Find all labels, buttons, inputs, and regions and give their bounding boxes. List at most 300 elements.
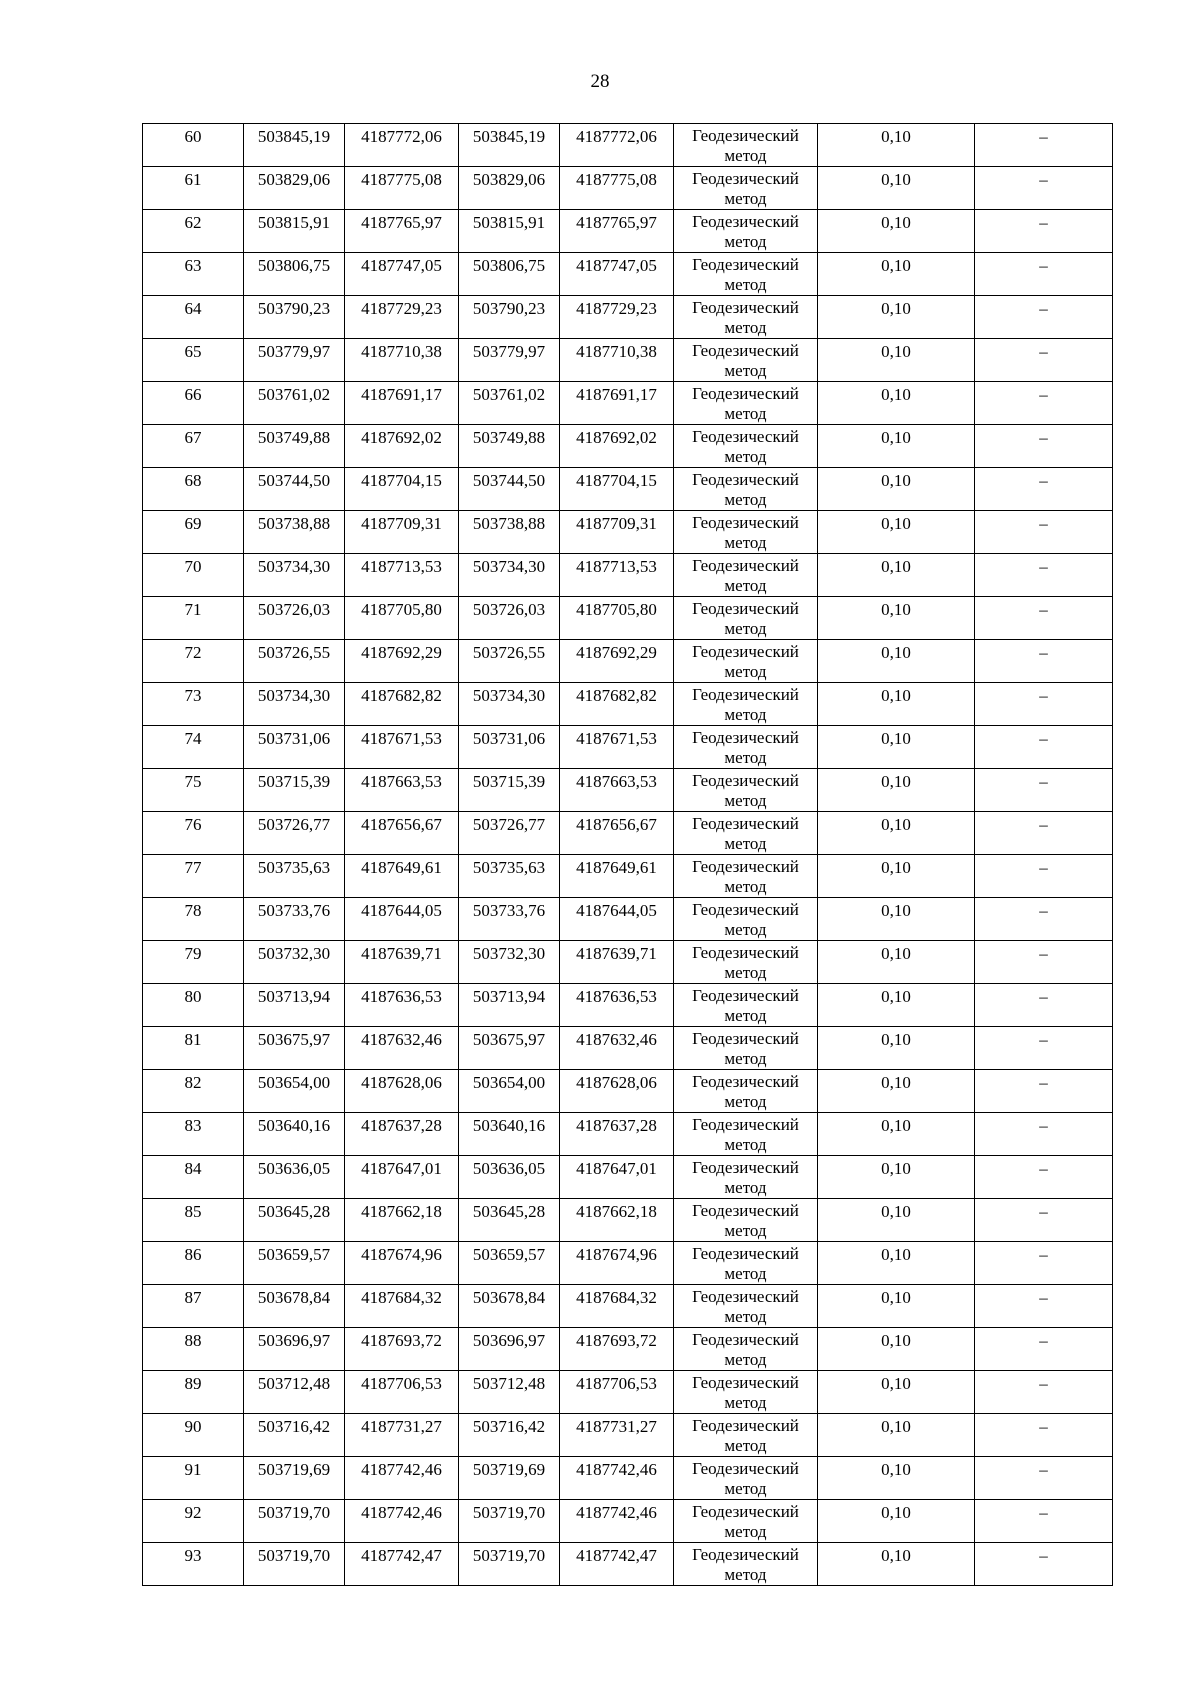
accuracy-cell: 0,10	[818, 898, 975, 941]
table-row	[143, 726, 1113, 769]
point-number-cell: 70	[143, 554, 244, 597]
refined-x-cell: 503654,00	[459, 1070, 560, 1113]
method-cell: Геодезический метод	[674, 984, 818, 1027]
existing-x-cell: 503719,70	[244, 1500, 345, 1543]
point-number-cell: 88	[143, 1328, 244, 1371]
refined-y-cell: 4187647,01	[560, 1156, 674, 1199]
accuracy-cell: 0,10	[818, 855, 975, 898]
existing-x-cell: 503738,88	[244, 511, 345, 554]
table-row	[143, 597, 1113, 640]
refined-y-cell: 4187693,72	[560, 1328, 674, 1371]
table-row	[143, 468, 1113, 511]
accuracy-cell: 0,10	[818, 167, 975, 210]
method-cell: Геодезический метод	[674, 683, 818, 726]
table-row	[143, 1457, 1113, 1500]
note-cell: –	[975, 1113, 1113, 1156]
point-number-cell: 78	[143, 898, 244, 941]
refined-x-cell: 503744,50	[459, 468, 560, 511]
method-cell: Геодезический метод	[674, 1242, 818, 1285]
existing-y-cell: 4187628,06	[345, 1070, 459, 1113]
refined-x-cell: 503732,30	[459, 941, 560, 984]
method-cell: Геодезический метод	[674, 296, 818, 339]
accuracy-cell: 0,10	[818, 1027, 975, 1070]
existing-y-cell: 4187709,31	[345, 511, 459, 554]
point-number-cell: 92	[143, 1500, 244, 1543]
accuracy-cell: 0,10	[818, 382, 975, 425]
table-row	[143, 296, 1113, 339]
accuracy-cell: 0,10	[818, 339, 975, 382]
refined-y-cell: 4187636,53	[560, 984, 674, 1027]
refined-y-cell: 4187772,06	[560, 124, 674, 167]
refined-y-cell: 4187656,67	[560, 812, 674, 855]
refined-y-cell: 4187705,80	[560, 597, 674, 640]
method-cell: Геодезический метод	[674, 253, 818, 296]
point-number-cell: 84	[143, 1156, 244, 1199]
existing-x-cell: 503726,03	[244, 597, 345, 640]
note-cell: –	[975, 812, 1113, 855]
table-row	[143, 1500, 1113, 1543]
table-row	[143, 210, 1113, 253]
refined-x-cell: 503779,97	[459, 339, 560, 382]
refined-x-cell: 503713,94	[459, 984, 560, 1027]
refined-y-cell: 4187742,46	[560, 1457, 674, 1500]
point-number-cell: 69	[143, 511, 244, 554]
method-cell: Геодезический метод	[674, 1543, 818, 1586]
refined-x-cell: 503790,23	[459, 296, 560, 339]
existing-x-cell: 503790,23	[244, 296, 345, 339]
table-row	[143, 1328, 1113, 1371]
refined-y-cell: 4187662,18	[560, 1199, 674, 1242]
note-cell: –	[975, 511, 1113, 554]
refined-x-cell: 503719,70	[459, 1543, 560, 1586]
refined-x-cell: 503815,91	[459, 210, 560, 253]
refined-x-cell: 503845,19	[459, 124, 560, 167]
table-row	[143, 382, 1113, 425]
existing-x-cell: 503734,30	[244, 554, 345, 597]
method-cell: Геодезический метод	[674, 1500, 818, 1543]
table-row	[143, 984, 1113, 1027]
existing-y-cell: 4187662,18	[345, 1199, 459, 1242]
existing-y-cell: 4187663,53	[345, 769, 459, 812]
method-cell: Геодезический метод	[674, 1070, 818, 1113]
note-cell: –	[975, 339, 1113, 382]
existing-x-cell: 503749,88	[244, 425, 345, 468]
note-cell: –	[975, 210, 1113, 253]
accuracy-cell: 0,10	[818, 124, 975, 167]
note-cell: –	[975, 898, 1113, 941]
note-cell: –	[975, 253, 1113, 296]
accuracy-cell: 0,10	[818, 769, 975, 812]
table-row	[143, 1199, 1113, 1242]
note-cell: –	[975, 1414, 1113, 1457]
existing-y-cell: 4187656,67	[345, 812, 459, 855]
point-number-cell: 90	[143, 1414, 244, 1457]
refined-y-cell: 4187632,46	[560, 1027, 674, 1070]
note-cell: –	[975, 1500, 1113, 1543]
existing-y-cell: 4187637,28	[345, 1113, 459, 1156]
method-cell: Геодезический метод	[674, 898, 818, 941]
note-cell: –	[975, 1070, 1113, 1113]
accuracy-cell: 0,10	[818, 1543, 975, 1586]
existing-x-cell: 503735,63	[244, 855, 345, 898]
refined-x-cell: 503738,88	[459, 511, 560, 554]
point-number-cell: 85	[143, 1199, 244, 1242]
page-number: 28	[590, 71, 610, 92]
note-cell: –	[975, 1285, 1113, 1328]
method-cell: Геодезический метод	[674, 554, 818, 597]
accuracy-cell: 0,10	[818, 1328, 975, 1371]
accuracy-cell: 0,10	[818, 554, 975, 597]
existing-x-cell: 503779,97	[244, 339, 345, 382]
existing-x-cell: 503726,77	[244, 812, 345, 855]
method-cell: Геодезический метод	[674, 167, 818, 210]
existing-x-cell: 503715,39	[244, 769, 345, 812]
table-row	[143, 1242, 1113, 1285]
existing-x-cell: 503678,84	[244, 1285, 345, 1328]
refined-y-cell: 4187747,05	[560, 253, 674, 296]
refined-y-cell: 4187742,47	[560, 1543, 674, 1586]
note-cell: –	[975, 382, 1113, 425]
existing-x-cell: 503640,16	[244, 1113, 345, 1156]
refined-x-cell: 503645,28	[459, 1199, 560, 1242]
refined-y-cell: 4187742,46	[560, 1500, 674, 1543]
note-cell: –	[975, 554, 1113, 597]
accuracy-cell: 0,10	[818, 640, 975, 683]
refined-y-cell: 4187637,28	[560, 1113, 674, 1156]
refined-x-cell: 503726,03	[459, 597, 560, 640]
existing-x-cell: 503712,48	[244, 1371, 345, 1414]
existing-y-cell: 4187674,96	[345, 1242, 459, 1285]
accuracy-cell: 0,10	[818, 210, 975, 253]
existing-y-cell: 4187772,06	[345, 124, 459, 167]
refined-x-cell: 503716,42	[459, 1414, 560, 1457]
existing-y-cell: 4187765,97	[345, 210, 459, 253]
point-number-cell: 83	[143, 1113, 244, 1156]
accuracy-cell: 0,10	[818, 984, 975, 1027]
note-cell: –	[975, 941, 1113, 984]
existing-x-cell: 503761,02	[244, 382, 345, 425]
method-cell: Геодезический метод	[674, 124, 818, 167]
point-number-cell: 81	[143, 1027, 244, 1070]
existing-y-cell: 4187731,27	[345, 1414, 459, 1457]
existing-y-cell: 4187704,15	[345, 468, 459, 511]
point-number-cell: 71	[143, 597, 244, 640]
existing-x-cell: 503744,50	[244, 468, 345, 511]
refined-y-cell: 4187671,53	[560, 726, 674, 769]
point-number-cell: 62	[143, 210, 244, 253]
accuracy-cell: 0,10	[818, 941, 975, 984]
refined-y-cell: 4187639,71	[560, 941, 674, 984]
refined-x-cell: 503640,16	[459, 1113, 560, 1156]
note-cell: –	[975, 167, 1113, 210]
accuracy-cell: 0,10	[818, 425, 975, 468]
existing-y-cell: 4187632,46	[345, 1027, 459, 1070]
point-number-cell: 74	[143, 726, 244, 769]
existing-x-cell: 503829,06	[244, 167, 345, 210]
note-cell: –	[975, 1156, 1113, 1199]
existing-y-cell: 4187692,29	[345, 640, 459, 683]
existing-x-cell: 503806,75	[244, 253, 345, 296]
refined-y-cell: 4187709,31	[560, 511, 674, 554]
existing-x-cell: 503719,70	[244, 1543, 345, 1586]
table-row	[143, 1543, 1113, 1586]
point-number-cell: 79	[143, 941, 244, 984]
point-number-cell: 89	[143, 1371, 244, 1414]
existing-y-cell: 4187775,08	[345, 167, 459, 210]
table-row	[143, 769, 1113, 812]
existing-y-cell: 4187729,23	[345, 296, 459, 339]
table-row	[143, 425, 1113, 468]
existing-y-cell: 4187692,02	[345, 425, 459, 468]
accuracy-cell: 0,10	[818, 683, 975, 726]
refined-y-cell: 4187713,53	[560, 554, 674, 597]
existing-x-cell: 503675,97	[244, 1027, 345, 1070]
accuracy-cell: 0,10	[818, 1500, 975, 1543]
existing-x-cell: 503654,00	[244, 1070, 345, 1113]
refined-x-cell: 503712,48	[459, 1371, 560, 1414]
existing-y-cell: 4187644,05	[345, 898, 459, 941]
table-row	[143, 1414, 1113, 1457]
refined-x-cell: 503715,39	[459, 769, 560, 812]
existing-y-cell: 4187636,53	[345, 984, 459, 1027]
existing-y-cell: 4187742,47	[345, 1543, 459, 1586]
existing-y-cell: 4187742,46	[345, 1500, 459, 1543]
point-number-cell: 72	[143, 640, 244, 683]
point-number-cell: 82	[143, 1070, 244, 1113]
existing-y-cell: 4187705,80	[345, 597, 459, 640]
note-cell: –	[975, 425, 1113, 468]
note-cell: –	[975, 855, 1113, 898]
refined-y-cell: 4187704,15	[560, 468, 674, 511]
note-cell: –	[975, 296, 1113, 339]
note-cell: –	[975, 640, 1113, 683]
refined-x-cell: 503659,57	[459, 1242, 560, 1285]
table-row	[143, 683, 1113, 726]
method-cell: Геодезический метод	[674, 382, 818, 425]
accuracy-cell: 0,10	[818, 1113, 975, 1156]
refined-y-cell: 4187731,27	[560, 1414, 674, 1457]
refined-x-cell: 503735,63	[459, 855, 560, 898]
existing-x-cell: 503636,05	[244, 1156, 345, 1199]
refined-x-cell: 503678,84	[459, 1285, 560, 1328]
table-body	[143, 124, 1113, 1586]
point-number-cell: 80	[143, 984, 244, 1027]
note-cell: –	[975, 124, 1113, 167]
existing-x-cell: 503716,42	[244, 1414, 345, 1457]
refined-y-cell: 4187684,32	[560, 1285, 674, 1328]
point-number-cell: 60	[143, 124, 244, 167]
existing-x-cell: 503732,30	[244, 941, 345, 984]
refined-y-cell: 4187649,61	[560, 855, 674, 898]
existing-y-cell: 4187710,38	[345, 339, 459, 382]
refined-x-cell: 503749,88	[459, 425, 560, 468]
table-row	[143, 898, 1113, 941]
point-number-cell: 77	[143, 855, 244, 898]
accuracy-cell: 0,10	[818, 812, 975, 855]
refined-y-cell: 4187775,08	[560, 167, 674, 210]
refined-x-cell: 503719,69	[459, 1457, 560, 1500]
accuracy-cell: 0,10	[818, 1414, 975, 1457]
existing-y-cell: 4187742,46	[345, 1457, 459, 1500]
table-row	[143, 1156, 1113, 1199]
point-number-cell: 93	[143, 1543, 244, 1586]
point-number-cell: 73	[143, 683, 244, 726]
point-number-cell: 76	[143, 812, 244, 855]
coordinates-table	[142, 123, 1113, 1586]
refined-y-cell: 4187765,97	[560, 210, 674, 253]
refined-x-cell: 503675,97	[459, 1027, 560, 1070]
note-cell: –	[975, 683, 1113, 726]
method-cell: Геодезический метод	[674, 210, 818, 253]
accuracy-cell: 0,10	[818, 726, 975, 769]
method-cell: Геодезический метод	[674, 1414, 818, 1457]
point-number-cell: 87	[143, 1285, 244, 1328]
method-cell: Геодезический метод	[674, 855, 818, 898]
refined-y-cell: 4187682,82	[560, 683, 674, 726]
method-cell: Геодезический метод	[674, 1113, 818, 1156]
point-number-cell: 61	[143, 167, 244, 210]
refined-y-cell: 4187674,96	[560, 1242, 674, 1285]
note-cell: –	[975, 1457, 1113, 1500]
accuracy-cell: 0,10	[818, 511, 975, 554]
note-cell: –	[975, 1543, 1113, 1586]
existing-y-cell: 4187647,01	[345, 1156, 459, 1199]
method-cell: Геодезический метод	[674, 1371, 818, 1414]
note-cell: –	[975, 984, 1113, 1027]
refined-x-cell: 503734,30	[459, 683, 560, 726]
existing-y-cell: 4187649,61	[345, 855, 459, 898]
refined-x-cell: 503734,30	[459, 554, 560, 597]
existing-x-cell: 503845,19	[244, 124, 345, 167]
existing-x-cell: 503731,06	[244, 726, 345, 769]
note-cell: –	[975, 468, 1113, 511]
existing-y-cell: 4187671,53	[345, 726, 459, 769]
existing-y-cell: 4187684,32	[345, 1285, 459, 1328]
table-row	[143, 1070, 1113, 1113]
existing-x-cell: 503713,94	[244, 984, 345, 1027]
method-cell: Геодезический метод	[674, 468, 818, 511]
refined-x-cell: 503761,02	[459, 382, 560, 425]
refined-x-cell: 503636,05	[459, 1156, 560, 1199]
method-cell: Геодезический метод	[674, 1156, 818, 1199]
refined-y-cell: 4187692,29	[560, 640, 674, 683]
note-cell: –	[975, 1027, 1113, 1070]
table-row	[143, 855, 1113, 898]
refined-y-cell: 4187628,06	[560, 1070, 674, 1113]
refined-y-cell: 4187691,17	[560, 382, 674, 425]
method-cell: Геодезический метод	[674, 726, 818, 769]
refined-x-cell: 503726,55	[459, 640, 560, 683]
point-number-cell: 63	[143, 253, 244, 296]
point-number-cell: 67	[143, 425, 244, 468]
method-cell: Геодезический метод	[674, 1285, 818, 1328]
existing-y-cell: 4187682,82	[345, 683, 459, 726]
refined-y-cell: 4187729,23	[560, 296, 674, 339]
refined-x-cell: 503726,77	[459, 812, 560, 855]
table-row	[143, 253, 1113, 296]
refined-x-cell: 503806,75	[459, 253, 560, 296]
existing-x-cell: 503659,57	[244, 1242, 345, 1285]
note-cell: –	[975, 1328, 1113, 1371]
existing-x-cell: 503726,55	[244, 640, 345, 683]
table-row	[143, 124, 1113, 167]
table-row	[143, 1027, 1113, 1070]
note-cell: –	[975, 726, 1113, 769]
method-cell: Геодезический метод	[674, 1027, 818, 1070]
method-cell: Геодезический метод	[674, 769, 818, 812]
refined-x-cell: 503733,76	[459, 898, 560, 941]
table-row	[143, 554, 1113, 597]
existing-y-cell: 4187639,71	[345, 941, 459, 984]
table-row	[143, 511, 1113, 554]
existing-x-cell: 503645,28	[244, 1199, 345, 1242]
refined-x-cell: 503829,06	[459, 167, 560, 210]
method-cell: Геодезический метод	[674, 425, 818, 468]
accuracy-cell: 0,10	[818, 1285, 975, 1328]
existing-x-cell: 503734,30	[244, 683, 345, 726]
existing-y-cell: 4187706,53	[345, 1371, 459, 1414]
method-cell: Геодезический метод	[674, 941, 818, 984]
method-cell: Геодезический метод	[674, 1199, 818, 1242]
table-row	[143, 1371, 1113, 1414]
note-cell: –	[975, 1242, 1113, 1285]
point-number-cell: 65	[143, 339, 244, 382]
existing-y-cell: 4187691,17	[345, 382, 459, 425]
accuracy-cell: 0,10	[818, 1371, 975, 1414]
existing-x-cell: 503815,91	[244, 210, 345, 253]
existing-x-cell: 503696,97	[244, 1328, 345, 1371]
accuracy-cell: 0,10	[818, 468, 975, 511]
refined-x-cell: 503696,97	[459, 1328, 560, 1371]
table-row	[143, 1113, 1113, 1156]
refined-y-cell: 4187644,05	[560, 898, 674, 941]
note-cell: –	[975, 769, 1113, 812]
method-cell: Геодезический метод	[674, 1328, 818, 1371]
method-cell: Геодезический метод	[674, 511, 818, 554]
table-row	[143, 1285, 1113, 1328]
refined-y-cell: 4187706,53	[560, 1371, 674, 1414]
point-number-cell: 75	[143, 769, 244, 812]
table-row	[143, 812, 1113, 855]
method-cell: Геодезический метод	[674, 597, 818, 640]
accuracy-cell: 0,10	[818, 296, 975, 339]
accuracy-cell: 0,10	[818, 1070, 975, 1113]
note-cell: –	[975, 1199, 1113, 1242]
accuracy-cell: 0,10	[818, 597, 975, 640]
table-row	[143, 640, 1113, 683]
point-number-cell: 66	[143, 382, 244, 425]
refined-y-cell: 4187692,02	[560, 425, 674, 468]
point-number-cell: 64	[143, 296, 244, 339]
existing-y-cell: 4187713,53	[345, 554, 459, 597]
existing-x-cell: 503719,69	[244, 1457, 345, 1500]
note-cell: –	[975, 597, 1113, 640]
method-cell: Геодезический метод	[674, 640, 818, 683]
point-number-cell: 86	[143, 1242, 244, 1285]
table-row	[143, 339, 1113, 382]
refined-y-cell: 4187663,53	[560, 769, 674, 812]
table-row	[143, 941, 1113, 984]
existing-x-cell: 503733,76	[244, 898, 345, 941]
refined-x-cell: 503731,06	[459, 726, 560, 769]
method-cell: Геодезический метод	[674, 339, 818, 382]
method-cell: Геодезический метод	[674, 812, 818, 855]
method-cell: Геодезический метод	[674, 1457, 818, 1500]
refined-x-cell: 503719,70	[459, 1500, 560, 1543]
note-cell: –	[975, 1371, 1113, 1414]
accuracy-cell: 0,10	[818, 1199, 975, 1242]
accuracy-cell: 0,10	[818, 253, 975, 296]
